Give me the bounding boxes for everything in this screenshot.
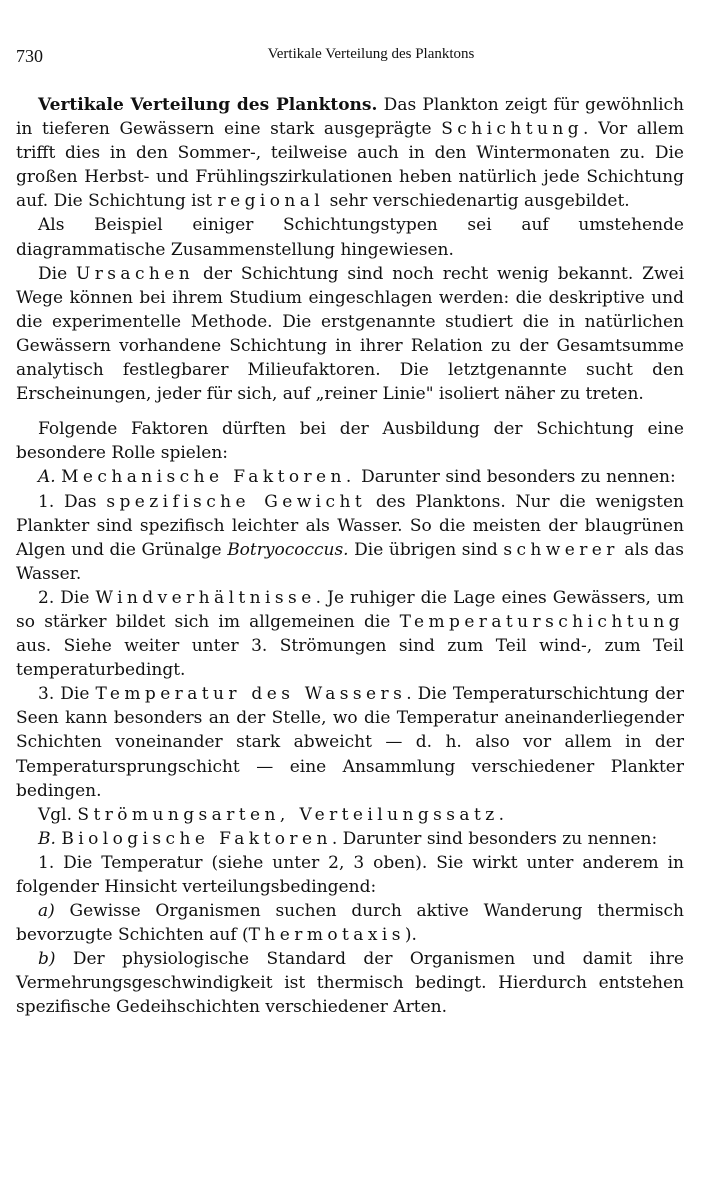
paragraph [16,262,684,407]
spaced-emphasis-run: Windverhältnisse [95,587,316,608]
italic-run: Botryococcus. [227,539,349,560]
text-run: Gewisse Organismen suchen durch aktive Wanderung thermisch bevorzugte Schichten auf ( [16,901,684,946]
text-run: Als Beispiel einiger Schichtungstypen sei auf umstehende diagrammatische Zusammenstellung hingewiesen. [16,215,684,260]
text-run: des Planktons. Nur die wenigsten Plankter sind spezifisch leichter als Wasser. So die meisten der blaugrünen Algen und die Grünalge [16,491,684,560]
page-header [16,46,698,70]
text-run: Vgl. [38,804,78,825]
text-run: 1. Die Temperatur (siehe unter 2, 3 oben). Sie wirkt unter anderem in folgender Hinsicht verteilungsbedingend: [16,852,684,897]
text-run: der Schichtung sind noch recht wenig bekannt. Zwei Wege können bei ihrem Studium eingeschlagen werden: die deskriptive und die experimentelle Methode. Die erstgenannte studiert die in natürlichen Gewässern vorhandene Schichtung in ihrer Relation zu der Gesamtsumme analytisch festlegbarer Milieufaktoren. Die letztgenannte sucht den Erscheinungen, jeder für sich, auf „reiner Linie" isoliert näher zu treten. [16,263,685,405]
running-title: Vertikale Verteilung des Planktons [267,46,475,62]
text-run: Der physiologische Standard der Organismen und damit ihre Vermehrungsgeschwindigkeit ist thermisch bedingt. Hierdurch entstehen spezifische Gedeihschichten verschiedener Arten. [16,949,684,1018]
spaced-emphasis-run: Temperatur des Wassers [95,684,407,705]
text-run: Darunter sind besonders zu nennen: [355,467,676,488]
spaced-emphasis-run: schwerer [503,539,619,560]
text-run: 3. Die [38,684,96,705]
paragraph [16,586,684,682]
paragraph [16,465,684,489]
paragraph [16,213,684,261]
spaced-emphasis-run: Schichtung [441,119,584,140]
italic-run: a) [38,901,55,922]
spaced-emphasis-run: Biologische Faktoren [61,828,332,849]
paragraph [16,417,684,465]
text-run: aus. Siehe weiter unter 3. Strömungen sind zum Teil wind-, zum Teil temperaturbedingt. [16,636,684,681]
page-number: 730 [16,46,43,66]
body-text [16,93,684,1020]
spaced-emphasis-run: Mechanische Faktoren. [61,467,356,488]
text-run: Die übrigen sind [348,539,504,560]
spaced-emphasis-run: Strömungsarten, Verteilungssatz [77,804,499,825]
text-run: . Je ruhiger die Lage eines Gewässers, um so stärker bildet sich im allgemeinen die [16,587,685,632]
text-run: . Vor allem trifft dies in den Sommer-, teilweise auch in den Wintermonaten zu. Die großen Herbst- und Frühlingszirkulationen heben natürlich jede Schichtung auf. Die Schichtung ist [16,119,684,212]
italic-run: b) [38,949,56,970]
text-run: . Die Temperaturschichtung der Seen kann besonders an der Stelle, wo die Temperatur aneinanderliegender Schichten voneinander stark abweicht — d. h. also vor allem in der Temperatursprungschicht — eine Ansammlung verschiedener Plankter bedingen. [16,684,684,801]
spaced-emphasis-run: Ursachen [75,263,195,284]
italic-run: B. [38,828,56,849]
paragraph [16,803,684,827]
text-run: ). [404,925,417,946]
text-run: . [498,804,505,825]
text-run: . Darunter sind besonders zu nennen: [331,828,658,849]
spaced-emphasis-run: Temperaturschichtung [399,611,684,632]
text-run: Folgende Faktoren dürften bei der Ausbildung der Schichtung eine besondere Rolle spielen: [16,419,684,464]
spaced-emphasis-run: spezifische Gewicht [106,491,367,512]
text-run: Das Plankton zeigt für gewöhnlich in tieferen Gewässern eine stark ausgeprägte [16,95,684,140]
text-run: als das Wasser. [16,539,684,584]
paragraph [16,947,684,1019]
paragraph [16,682,684,802]
text-run: 2. Die [38,587,96,608]
spaced-emphasis-run: Thermotaxis [248,925,405,946]
paragraph [16,490,684,586]
text-run: Die [38,263,76,284]
bold-heading-run: Vertikale Verteilung des Planktons. [38,95,378,115]
paragraph [16,93,684,213]
paragraph [16,851,684,899]
text-run: 1. Das [38,491,107,512]
paragraph [16,899,684,947]
italic-run: A. [38,467,56,488]
text-run: sehr verschiedenartig ausgebildet. [324,191,630,212]
paragraph [16,827,684,851]
spaced-emphasis-run: regional [217,191,325,212]
